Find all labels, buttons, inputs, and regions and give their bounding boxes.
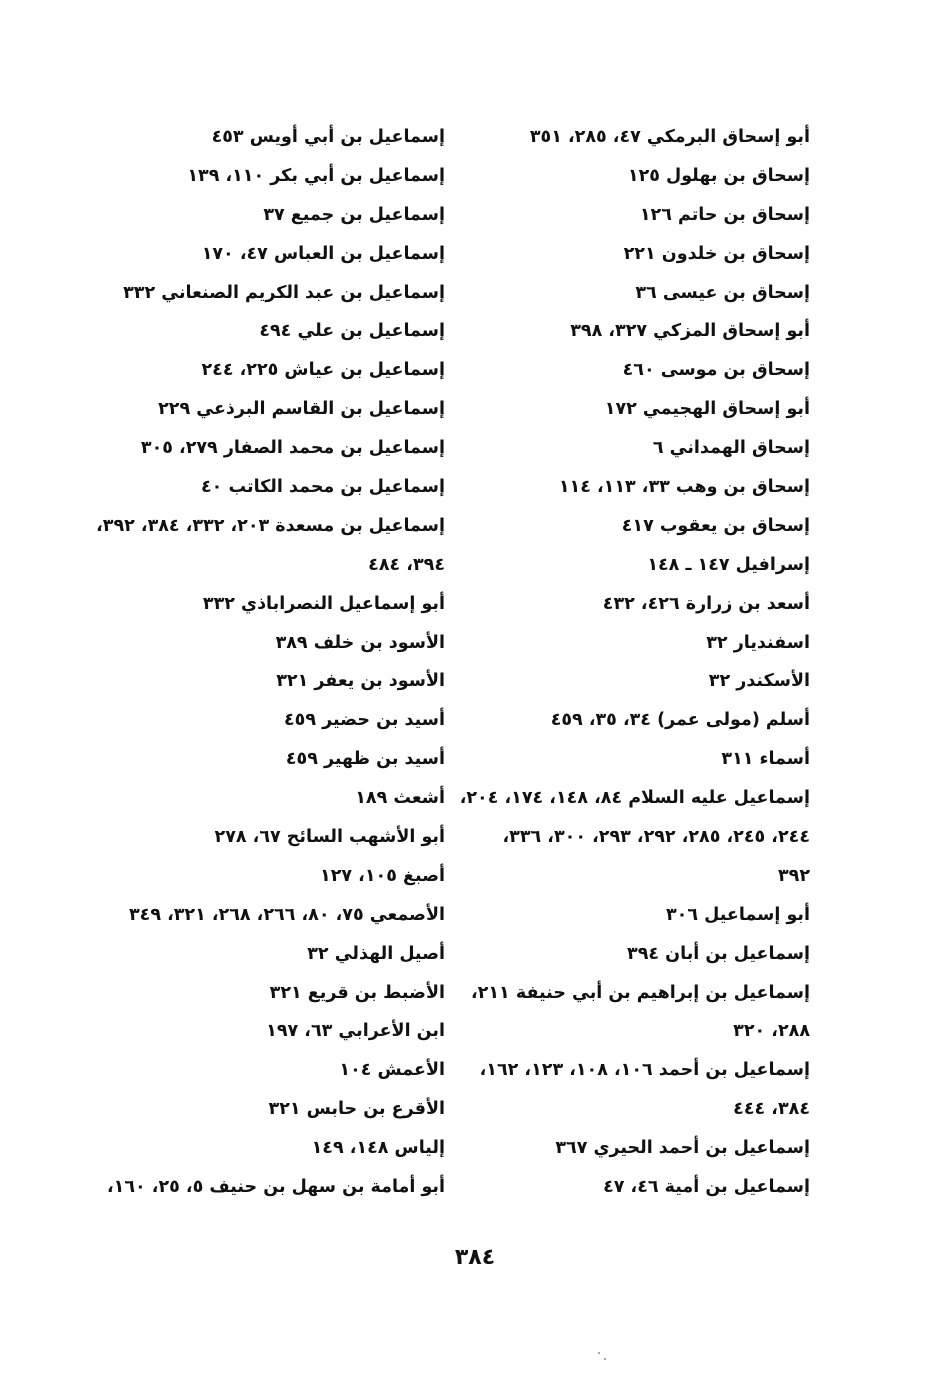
index-entry: أبو إسحاق الهجيمي ١٧٢ [604,399,810,420]
index-entry: اسفنديار ٣٢ [706,632,810,653]
index-entry: الأسود بن يعفر ٣٢١ [276,671,445,692]
index-entry: أسيد بن حضير ٤٥٩ [284,710,445,731]
index-entry: إسحاق بن موسى ٤٦٠ [622,360,810,381]
index-entry: إسحاق الهمداني ٦ [652,438,810,459]
index-entry: أسماء ٣١١ [721,749,810,770]
index-entry: الأسكندر ٣٢ [708,671,810,692]
index-entry: إسماعيل بن العباس ٤٧، ١٧٠ [201,243,445,264]
scan-speck [604,1358,606,1360]
index-entry: أبو إسماعيل النصراباذي ٣٣٢ [202,593,445,614]
index-entry: إسماعيل بن علي ٤٩٤ [259,321,445,342]
index-entry: إسماعيل بن جميع ٣٧ [263,204,445,225]
index-entry-continuation: ٣٩٢ [777,865,810,886]
index-column-right [459,118,810,1207]
index-entry: إسماعيل بن أبي بكر ١١٠، ١٣٩ [187,165,445,186]
index-entry: أبو الأشهب السائح ٦٧، ٢٧٨ [214,827,445,848]
index-entry: إسماعيل بن عبد الكريم الصنعاني ٣٣٢ [123,282,445,303]
index-entry: الأصمعي ٧٥، ٨٠، ٢٦٦، ٢٦٨، ٣٢١، ٣٤٩ [128,904,445,925]
index-entry: أسلم (مولى عمر) ٣٤، ٣٥، ٤٥٩ [550,710,810,731]
index-entry: إسحاق بن يعقوب ٤١٧ [621,515,810,536]
index-entry: أبو أمامة بن سهل بن حنيف ٥، ٢٥، ١٦٠، [107,1177,445,1198]
index-entry: إسماعيل بن محمد الصفار ٢٧٩، ٣٠٥ [140,438,445,459]
index-column-left [96,118,445,1207]
index-entry: أبو إسحاق المزكي ٣٢٧، ٣٩٨ [570,321,810,342]
index-entry: إسماعيل بن إبراهيم بن أبي حنيفة ٢١١، [471,982,810,1003]
index-entry: إسماعيل بن أحمد الحيري ٣٦٧ [555,1138,810,1159]
index-entry: إسحاق بن حاتم ١٢٦ [639,204,810,225]
index-entry-continuation: ٢٤٤، ٢٤٥، ٢٨٥، ٢٩٢، ٢٩٣، ٣٠٠، ٣٣٦، [502,827,810,848]
index-entry: أشعث ١٨٩ [355,788,445,809]
index-entry: إسماعيل بن أبي أويس ٤٥٣ [211,127,445,147]
index-entry: إسماعيل بن أمية ٤٦، ٤٧ [603,1177,810,1198]
index-entry: الأضبط بن قريع ٣٢١ [269,982,445,1003]
index-entry: إسماعيل بن عياش ٢٢٥، ٢٤٤ [201,360,445,381]
index-entry: إسحاق بن بهلول ١٢٥ [627,165,810,186]
index-entry: إسماعيل بن مسعدة ٢٠٣، ٣٣٢، ٣٨٤، ٣٩٢، [96,515,445,536]
index-entry: إسماعيل عليه السلام ٨٤، ١٤٨، ١٧٤، ٢٠٤، [459,788,810,809]
index-entry: الأقرع بن حابس ٣٢١ [268,1099,445,1120]
index-entry: إسحاق بن عيسى ٣٦ [635,282,810,303]
index-entry: أسعد بن زرارة ٤٢٦، ٤٣٢ [602,593,810,614]
index-entry: إسرافيل ١٤٧ ـ ١٤٨ [647,554,810,575]
index-entry: الأعمش ١٠٤ [339,1060,445,1081]
index-entry: إسماعيل بن القاسم البرذعي ٢٢٩ [158,399,445,420]
index-entry: أبو إسحاق البرمكي ٤٧، ٢٨٥، ٣٥١ [529,127,810,147]
index-entry: الأسود بن خلف ٣٨٩ [275,632,445,653]
index-entry: ابن الأعرابي ٦٣، ١٩٧ [266,1021,445,1042]
index-entry-continuation: ٣٩٤، ٤٨٤ [368,554,445,575]
index-entry: إسماعيل بن أبان ٣٩٤ [627,943,810,964]
index-entry: إسماعيل بن محمد الكاتب ٤٠ [201,477,445,498]
index-entry: أصيل الهذلي ٣٢ [307,943,445,964]
index-entry: إلياس ١٤٨، ١٤٩ [311,1138,445,1159]
index-entry: إسماعيل بن أحمد ١٠٦، ١٠٨، ١٢٣، ١٦٢، [479,1060,810,1081]
index-entry: إسحاق بن خلدون ٢٢١ [623,243,810,264]
index-entry: أصبغ ١٠٥، ١٢٧ [320,865,445,886]
index-entry: أسيد بن ظهير ٤٥٩ [285,749,445,770]
index-entry: أبو إسماعيل ٣٠٦ [665,904,810,925]
index-entry: إسحاق بن وهب ٣٣، ١١٣، ١١٤ [558,477,810,498]
page-number: ٣٨٤ [454,1245,496,1270]
index-entry-continuation: ٣٨٤، ٤٤٤ [733,1099,810,1120]
index-entry-continuation: ٢٨٨، ٣٢٠ [733,1021,810,1042]
scan-speck [598,1352,600,1354]
